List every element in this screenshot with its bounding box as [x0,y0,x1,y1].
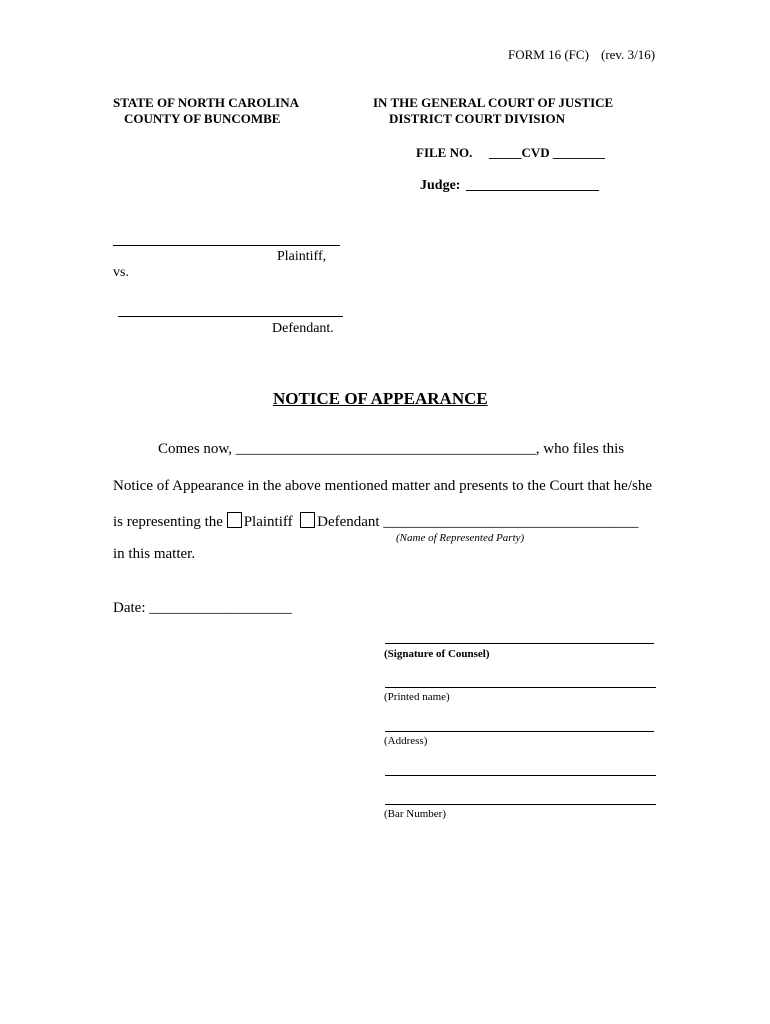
represented-party-caption: (Name of Represented Party) [396,532,525,544]
counsel-name-field[interactable]: ________________________________________ [235,441,536,457]
bar-number-label: (Bar Number) [384,808,447,820]
date-field[interactable]: ___________________ [149,600,292,616]
date-row [113,600,292,617]
address-line-1[interactable] [385,731,654,732]
body-line-3 [113,512,638,531]
plaintiff-label: Plaintiff, [277,249,327,264]
in-this-matter-text: in this matter. [113,546,196,562]
county-name: COUNTY OF BUNCOMBE [124,111,281,126]
is-representing-text: is representing the [113,514,223,530]
defendant-label: Defendant. [272,321,334,336]
signature-line[interactable] [385,643,654,644]
bar-number-line[interactable] [385,804,656,805]
plaintiff-checkbox[interactable] [227,512,242,528]
comes-now-text: Comes now, [158,441,233,457]
vs-label: vs. [113,265,129,280]
judge-label: Judge: [420,178,461,193]
form-id: FORM 16 (FC) [508,47,589,62]
printed-name-label: (Printed name) [384,691,450,703]
defendant-option-label: Defendant [317,514,380,530]
file-no-field[interactable]: _____CVD ________ [489,145,605,160]
judge-field[interactable]: ___________________ [466,178,599,193]
plaintiff-name-line[interactable] [113,245,340,246]
signature-label: (Signature of Counsel) [384,648,490,660]
court-name: IN THE GENERAL COURT OF JUSTICE [373,95,614,110]
body-line-2: Notice of Appearance in the above mentioned matter and presents to the Court that he/she [113,478,652,494]
printed-name-line[interactable] [385,687,656,688]
date-label: Date: [113,600,146,616]
plaintiff-option-label: Plaintiff [243,514,293,530]
file-no-label: FILE NO. [416,145,473,160]
form-revision: (rev. 3/16) [601,47,656,62]
defendant-name-line[interactable] [118,316,343,317]
court-division: DISTRICT COURT DIVISION [389,111,566,126]
address-line-2[interactable] [385,775,656,776]
defendant-checkbox[interactable] [300,512,315,528]
who-files-text: , who files this [535,441,625,457]
represented-party-field[interactable]: __________________________________ [383,514,639,530]
document-title: NOTICE OF APPEARANCE [273,389,488,408]
address-label: (Address) [384,735,428,747]
body-line-1 [158,441,624,458]
state-name: STATE OF NORTH CAROLINA [113,95,300,110]
